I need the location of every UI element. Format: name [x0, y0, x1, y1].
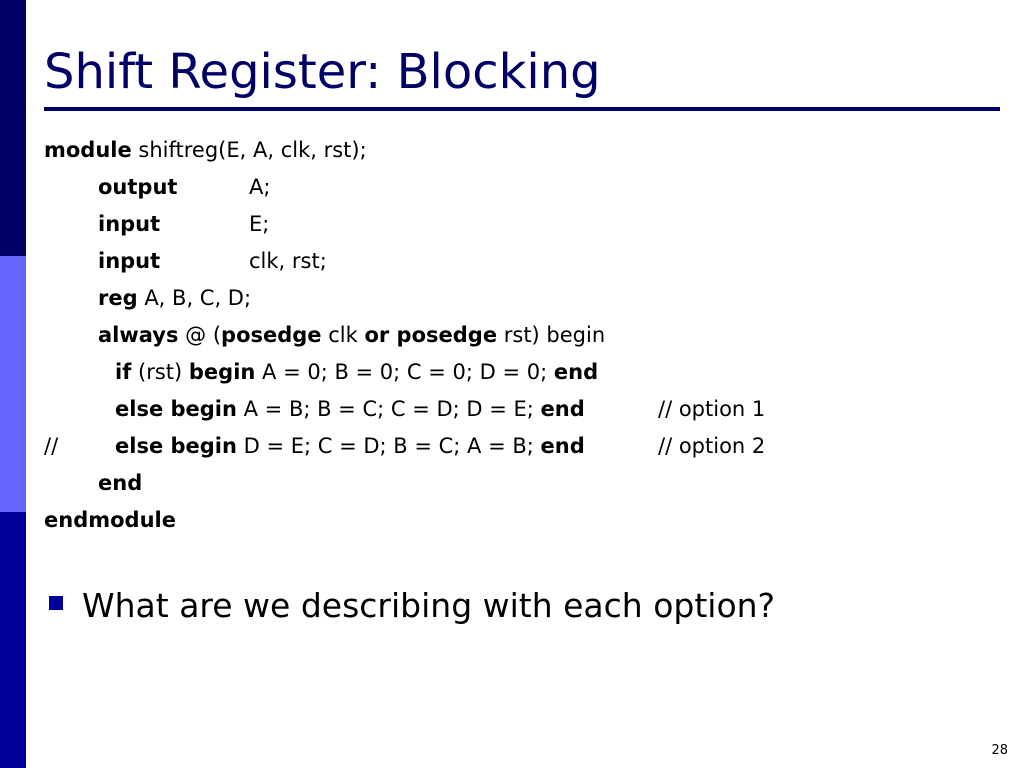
keyword: if	[115, 360, 132, 384]
keyword: else begin	[115, 397, 237, 421]
code-line-3	[44, 206, 984, 243]
keyword: output	[98, 175, 178, 199]
code-text: D = E; C = D; B = C; A = B;	[236, 434, 541, 458]
keyword: module	[44, 138, 132, 162]
code-line-5	[44, 280, 984, 317]
code-line-9	[44, 428, 984, 465]
keyword: always	[98, 323, 179, 347]
code-line-7	[44, 354, 984, 391]
code-block	[44, 132, 984, 539]
slide-title: Shift Register: Blocking	[44, 44, 601, 100]
code-comment: // option 2	[658, 434, 766, 458]
keyword: end	[540, 434, 585, 458]
side-bar-middle	[0, 256, 26, 512]
code-line-1	[44, 132, 984, 169]
code-text: E;	[249, 212, 270, 236]
side-bar-bottom	[0, 512, 26, 768]
code-text: clk, rst;	[249, 249, 327, 273]
code-text: rst) begin	[497, 323, 606, 347]
side-bar-top	[0, 0, 26, 256]
bullet-item	[44, 582, 984, 630]
code-comment: // option 1	[658, 397, 766, 421]
code-line-11	[44, 502, 984, 539]
code-text: A = B; B = C; C = D; D = E;	[236, 397, 541, 421]
code-text: A, B, C, D;	[137, 286, 252, 310]
keyword: input	[98, 212, 161, 236]
code-text: (rst)	[131, 360, 189, 384]
comment-prefix: //	[44, 434, 59, 458]
code-text: @ (	[178, 323, 222, 347]
keyword: end	[553, 360, 599, 384]
keyword: reg	[98, 286, 138, 310]
keyword: posedge	[221, 323, 322, 347]
keyword: endmodule	[44, 508, 176, 532]
square-bullet-icon	[49, 596, 63, 610]
keyword: or posedge	[364, 323, 498, 347]
code-text: clk	[321, 323, 365, 347]
code-text: A = 0; B = 0; C = 0; D = 0;	[255, 360, 554, 384]
code-line-2	[44, 169, 984, 206]
code-line-4	[44, 243, 984, 280]
code-line-8	[44, 391, 984, 428]
keyword: end	[98, 471, 143, 495]
keyword: end	[540, 397, 585, 421]
code-line-6	[44, 317, 984, 354]
code-line-10	[44, 465, 984, 502]
code-text: A;	[249, 175, 271, 199]
keyword: input	[98, 249, 161, 273]
bullet-text: What are we describing with each option?	[82, 586, 776, 625]
title-underline	[44, 107, 1000, 111]
page-number: 28	[991, 743, 1008, 758]
keyword: else begin	[115, 434, 237, 458]
keyword: begin	[188, 360, 256, 384]
code-text: shiftreg(E, A, clk, rst);	[131, 138, 367, 162]
